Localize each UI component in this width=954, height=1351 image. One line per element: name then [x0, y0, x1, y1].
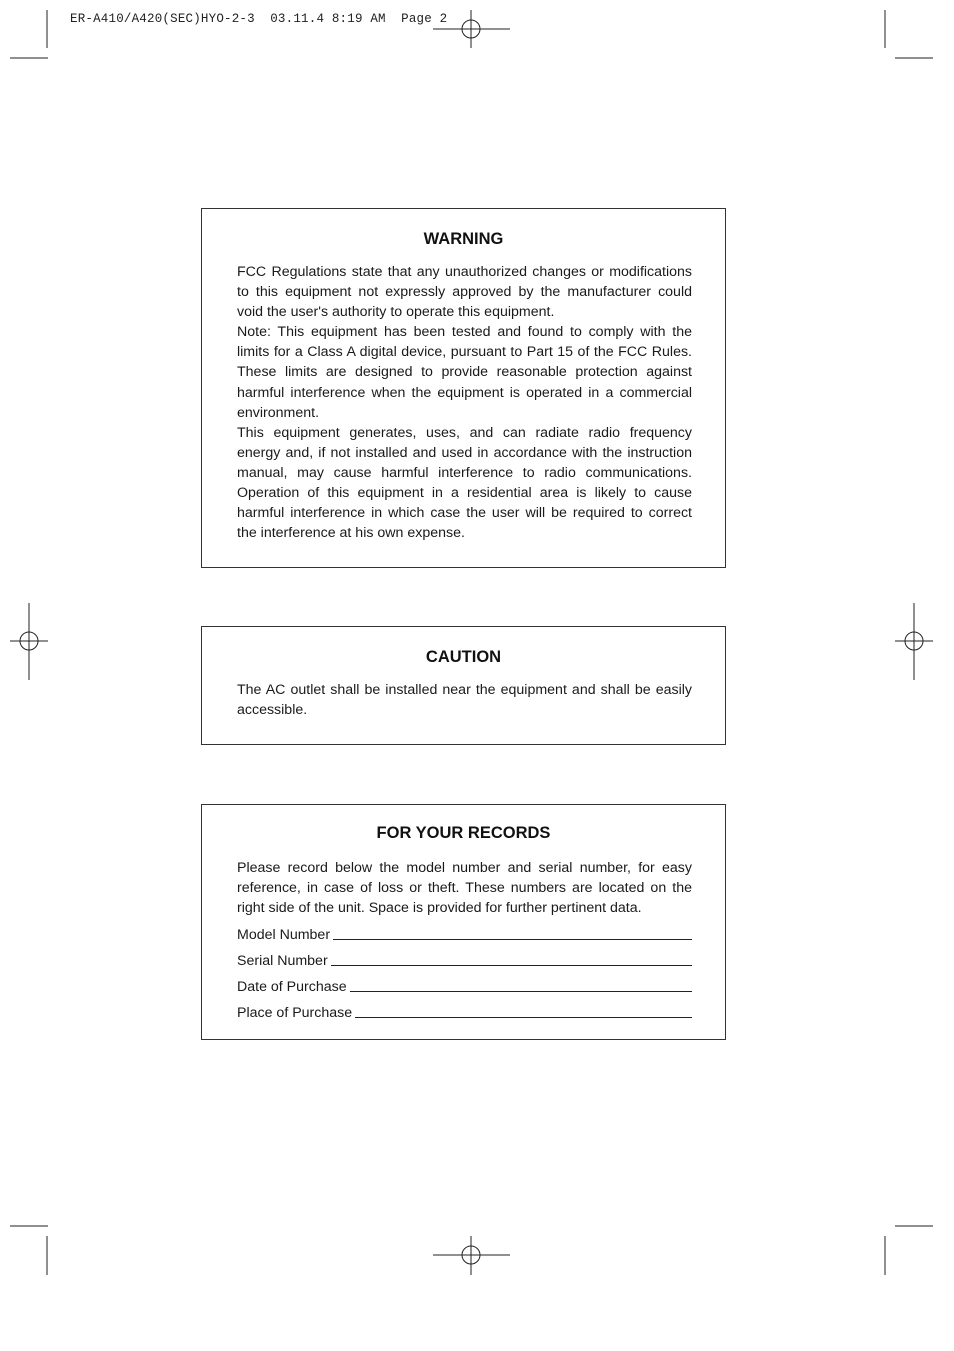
print-slug-line: ER-A410/A420(SEC)HYO-2-3 03.11.4 8:19 AM Page 2 — [70, 12, 448, 26]
warning-paragraph-1: FCC Regulations state that any unauthorized changes or modifications to this equipment not expressly approved by the manufacturer could void the user's authority to operate this equipment. — [237, 264, 692, 321]
caution-box — [201, 626, 726, 745]
records-text: Please record below the model number and serial number, for easy reference, in case of loss or theft. These numbers are located on the right side of the unit. Space is provided for further pertinent data. — [237, 860, 692, 917]
model-number-field[interactable] — [237, 923, 692, 943]
serial-number-field[interactable] — [237, 949, 692, 969]
model-number-blank-line[interactable] — [333, 939, 692, 940]
warning-body — [237, 262, 692, 543]
records-title: FOR YOUR RECORDS — [376, 824, 551, 842]
caution-title: CAUTION — [425, 648, 502, 666]
serial-number-blank-line[interactable] — [331, 965, 692, 966]
place-of-purchase-blank-line[interactable] — [355, 1017, 692, 1018]
warning-title: WARNING — [423, 230, 504, 248]
registration-mark-top — [433, 10, 510, 48]
warning-box — [201, 208, 726, 568]
place-of-purchase-label: Place of Purchase — [237, 1005, 353, 1021]
warning-paragraph-2: Note: This equipment has been tested and found to comply with the limits for a Class A digital device, pursuant to Part 15 of the FCC Rules. These limits are designed to provide reasonable protection against harmful interference when the equipment is operated in a commercial environment. — [237, 324, 692, 421]
registration-mark-bottom — [433, 1236, 510, 1275]
caution-body — [237, 680, 692, 720]
date-of-purchase-blank-line[interactable] — [350, 991, 692, 992]
registration-mark-left — [10, 603, 48, 680]
records-body — [237, 858, 692, 918]
place-of-purchase-field[interactable] — [237, 1001, 692, 1021]
date-of-purchase-label: Date of Purchase — [237, 979, 347, 995]
registration-mark-right — [895, 603, 933, 680]
caution-text: The AC outlet shall be installed near the equipment and shall be easily accessible. — [237, 682, 692, 719]
model-number-label: Model Number — [237, 927, 331, 943]
serial-number-label: Serial Number — [237, 953, 328, 969]
records-box — [201, 804, 726, 1040]
warning-paragraph-3: This equipment generates, uses, and can radiate radio frequency energy and, if not installed and used in accordance with the instruction manual, may cause harmful interference to radio communications. Operation of this equipment in a residential area is likely to cause harmful interference in which case the user will be required to correct the interference at his own expense. — [237, 424, 692, 542]
date-of-purchase-field[interactable] — [237, 975, 692, 995]
